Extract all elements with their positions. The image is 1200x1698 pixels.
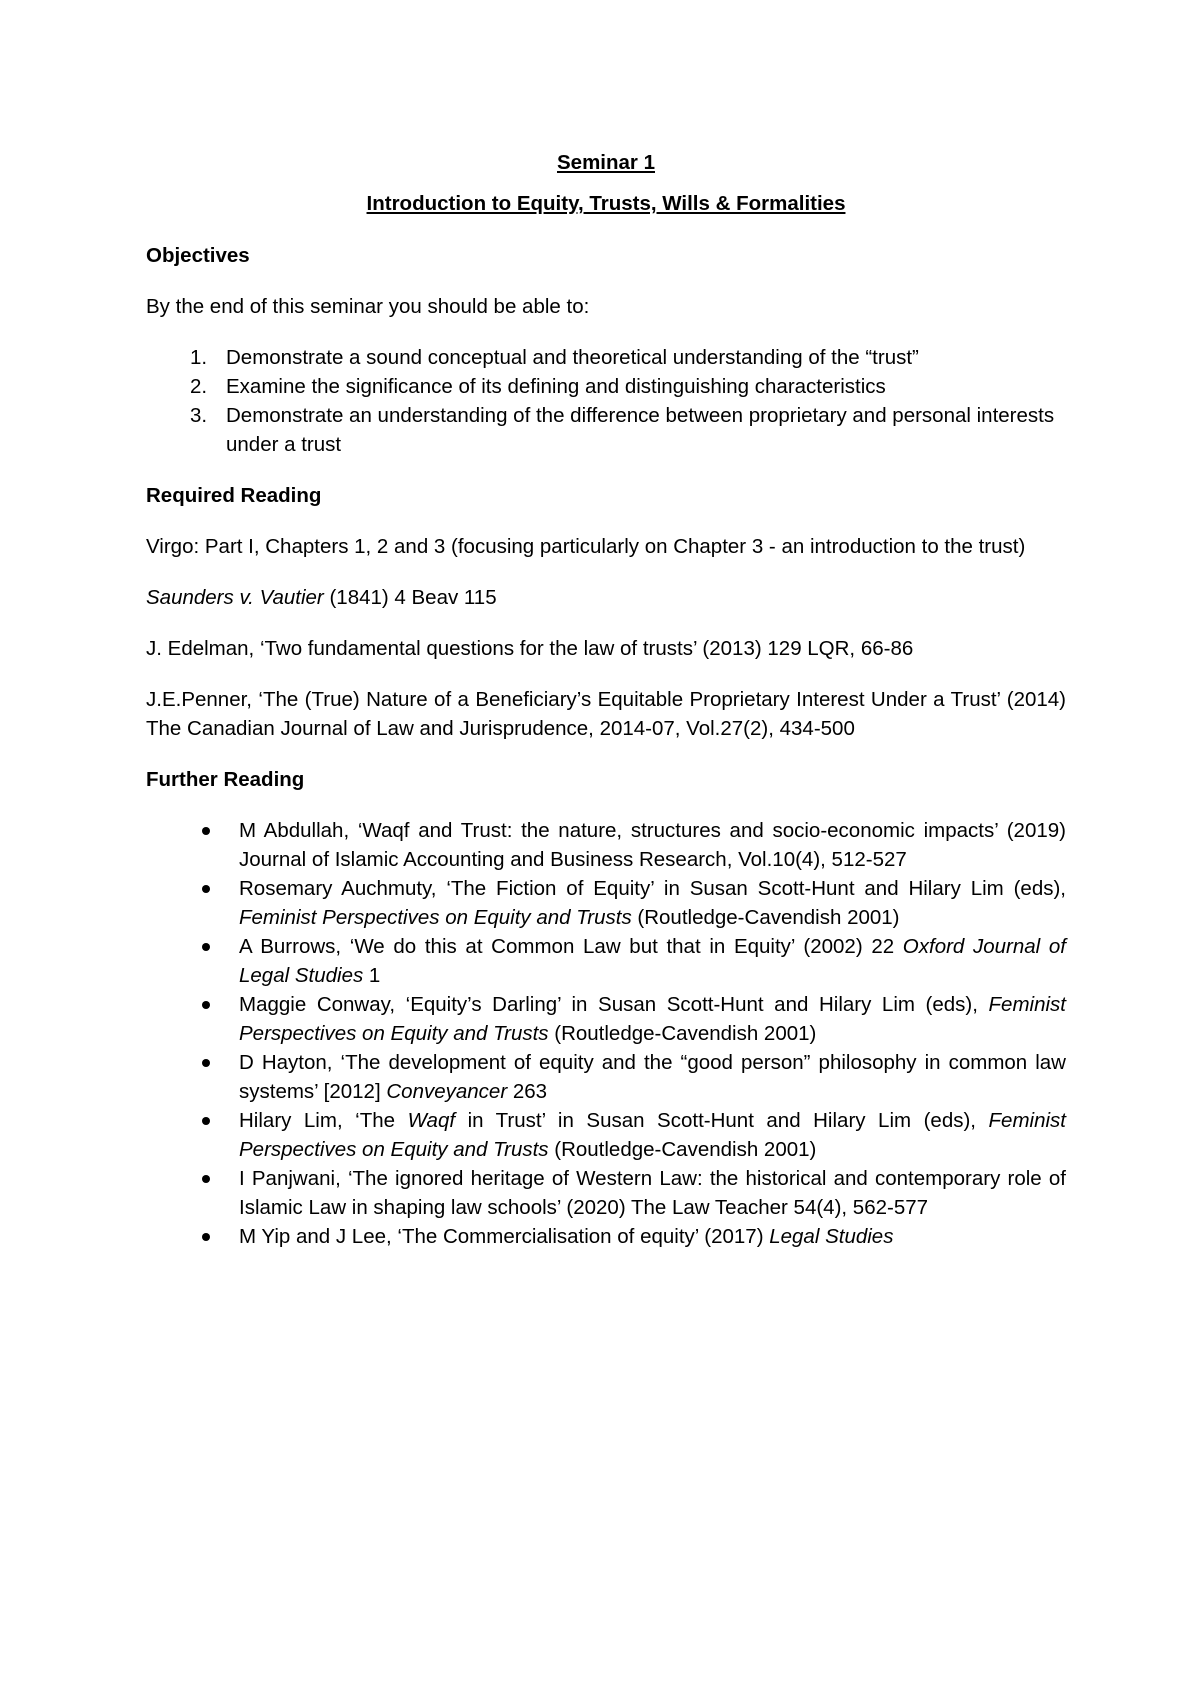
reading-text: D Hayton, ‘The development of equity and the “good person” philosophy in common law systems’ [2012] [239, 1051, 1066, 1103]
required-reading-item: J. Edelman, ‘Two fundamental questions for the law of trusts’ (2013) 129 LQR, 66-86 [146, 637, 914, 660]
further-reading-item [146, 1222, 1066, 1251]
bullet-icon [202, 943, 210, 951]
reading-text: (Routledge-Cavendish 2001) [548, 1138, 817, 1161]
objective-number: 3. [190, 404, 208, 427]
objective-item [146, 343, 1066, 372]
objectives-intro: By the end of this seminar you should be able to: [146, 295, 590, 318]
objective-item [146, 401, 1066, 459]
objective-text: Examine the significance of its defining and distinguishing characteristics [226, 375, 886, 398]
reading-text: in Trust’ in Susan Scott-Hunt and Hilary Lim (eds), [455, 1109, 989, 1132]
objective-number: 1. [190, 346, 208, 369]
further-reading-item [146, 932, 1066, 990]
reading-text: Hilary Lim, ‘The [239, 1109, 408, 1132]
reading-title-italic: Legal Studies [769, 1225, 894, 1248]
reading-text: M Abdullah, ‘Waqf and Trust: the nature, structures and socio-economic impacts’ (2019) Journal of Islamic Accounting and Business Research, Vol.10(4), 512-527 [239, 819, 1066, 871]
required-reading-item: Virgo: Part I, Chapters 1, 2 and 3 (focusing particularly on Chapter 3 - an introduction to the trust) [146, 535, 1026, 558]
reading-text: A Burrows, ‘We do this at Common Law but that in Equity’ (2002) 22 [239, 935, 903, 958]
required-reading-heading: Required Reading [146, 484, 322, 507]
reading-text: Rosemary Auchmuty, ‘The Fiction of Equity’ in Susan Scott-Hunt and Hilary Lim (eds), [239, 877, 1066, 900]
reading-title-italic: Feminist Perspectives on Equity and Trusts [239, 906, 632, 929]
reading-text: Maggie Conway, ‘Equity’s Darling’ in Susan Scott-Hunt and Hilary Lim (eds), [239, 993, 989, 1016]
bullet-icon [202, 885, 210, 893]
objective-text: Demonstrate a sound conceptual and theoretical understanding of the “trust” [226, 346, 919, 369]
bullet-icon [202, 1001, 210, 1009]
reading-text: M Yip and J Lee, ‘The Commercialisation of equity’ (2017) [239, 1225, 770, 1248]
bullet-icon [202, 827, 210, 835]
objectives-heading: Objectives [146, 244, 250, 267]
reading-title-italic: Feminist Perspectives on Equity and Trusts [239, 1109, 1066, 1161]
further-reading-item [146, 874, 1066, 932]
reading-text: 1 [363, 964, 381, 987]
objectives-list [146, 343, 1066, 459]
seminar-subtitle: Introduction to Equity, Trusts, Wills & Formalities [366, 192, 846, 215]
reading-title-italic: Conveyancer [386, 1080, 508, 1103]
bullet-icon [202, 1233, 210, 1241]
further-reading-heading: Further Reading [146, 768, 305, 791]
further-reading-item [146, 990, 1066, 1048]
objective-number: 2. [190, 375, 208, 398]
reading-title-italic: Waqf [407, 1109, 456, 1132]
document-content [146, 148, 1066, 1251]
further-reading-item [146, 816, 1066, 874]
bullet-icon [202, 1117, 210, 1125]
further-reading-item [146, 1106, 1066, 1164]
bullet-icon [202, 1175, 210, 1183]
reading-text: 263 [507, 1080, 548, 1103]
further-reading-list [146, 816, 1066, 1251]
objective-text: Demonstrate an understanding of the difference between proprietary and personal interests under a trust [226, 404, 1055, 456]
required-reading-item: J.E.Penner, ‘The (True) Nature of a Beneficiary’s Equitable Proprietary Interest Under a Trust’ (2014) The Canadian Journal of Law and Jurisprudence, 2014-07, Vol.27(2), 434-500 [146, 688, 1066, 740]
bullet-icon [202, 1059, 210, 1067]
reading-title-italic: Oxford Journal of Legal Studies [239, 935, 1066, 987]
reading-text: (Routledge-Cavendish 2001) [631, 906, 900, 929]
seminar-title: Seminar 1 [557, 151, 655, 174]
case-name: Saunders v. Vautier [146, 586, 324, 609]
reading-text: (Routledge-Cavendish 2001) [548, 1022, 817, 1045]
reading-text: I Panjwani, ‘The ignored heritage of Western Law: the historical and contemporary role of Islamic Law in shaping law schools’ (2020) The Law Teacher 54(4), 562-577 [239, 1167, 1066, 1219]
required-reading-item [146, 583, 1066, 612]
case-citation: (1841) 4 Beav 115 [323, 586, 497, 609]
further-reading-item [146, 1164, 1066, 1222]
further-reading-item [146, 1048, 1066, 1106]
objective-item [146, 372, 1066, 401]
reading-title-italic: Feminist Perspectives on Equity and Trusts [239, 993, 1066, 1045]
